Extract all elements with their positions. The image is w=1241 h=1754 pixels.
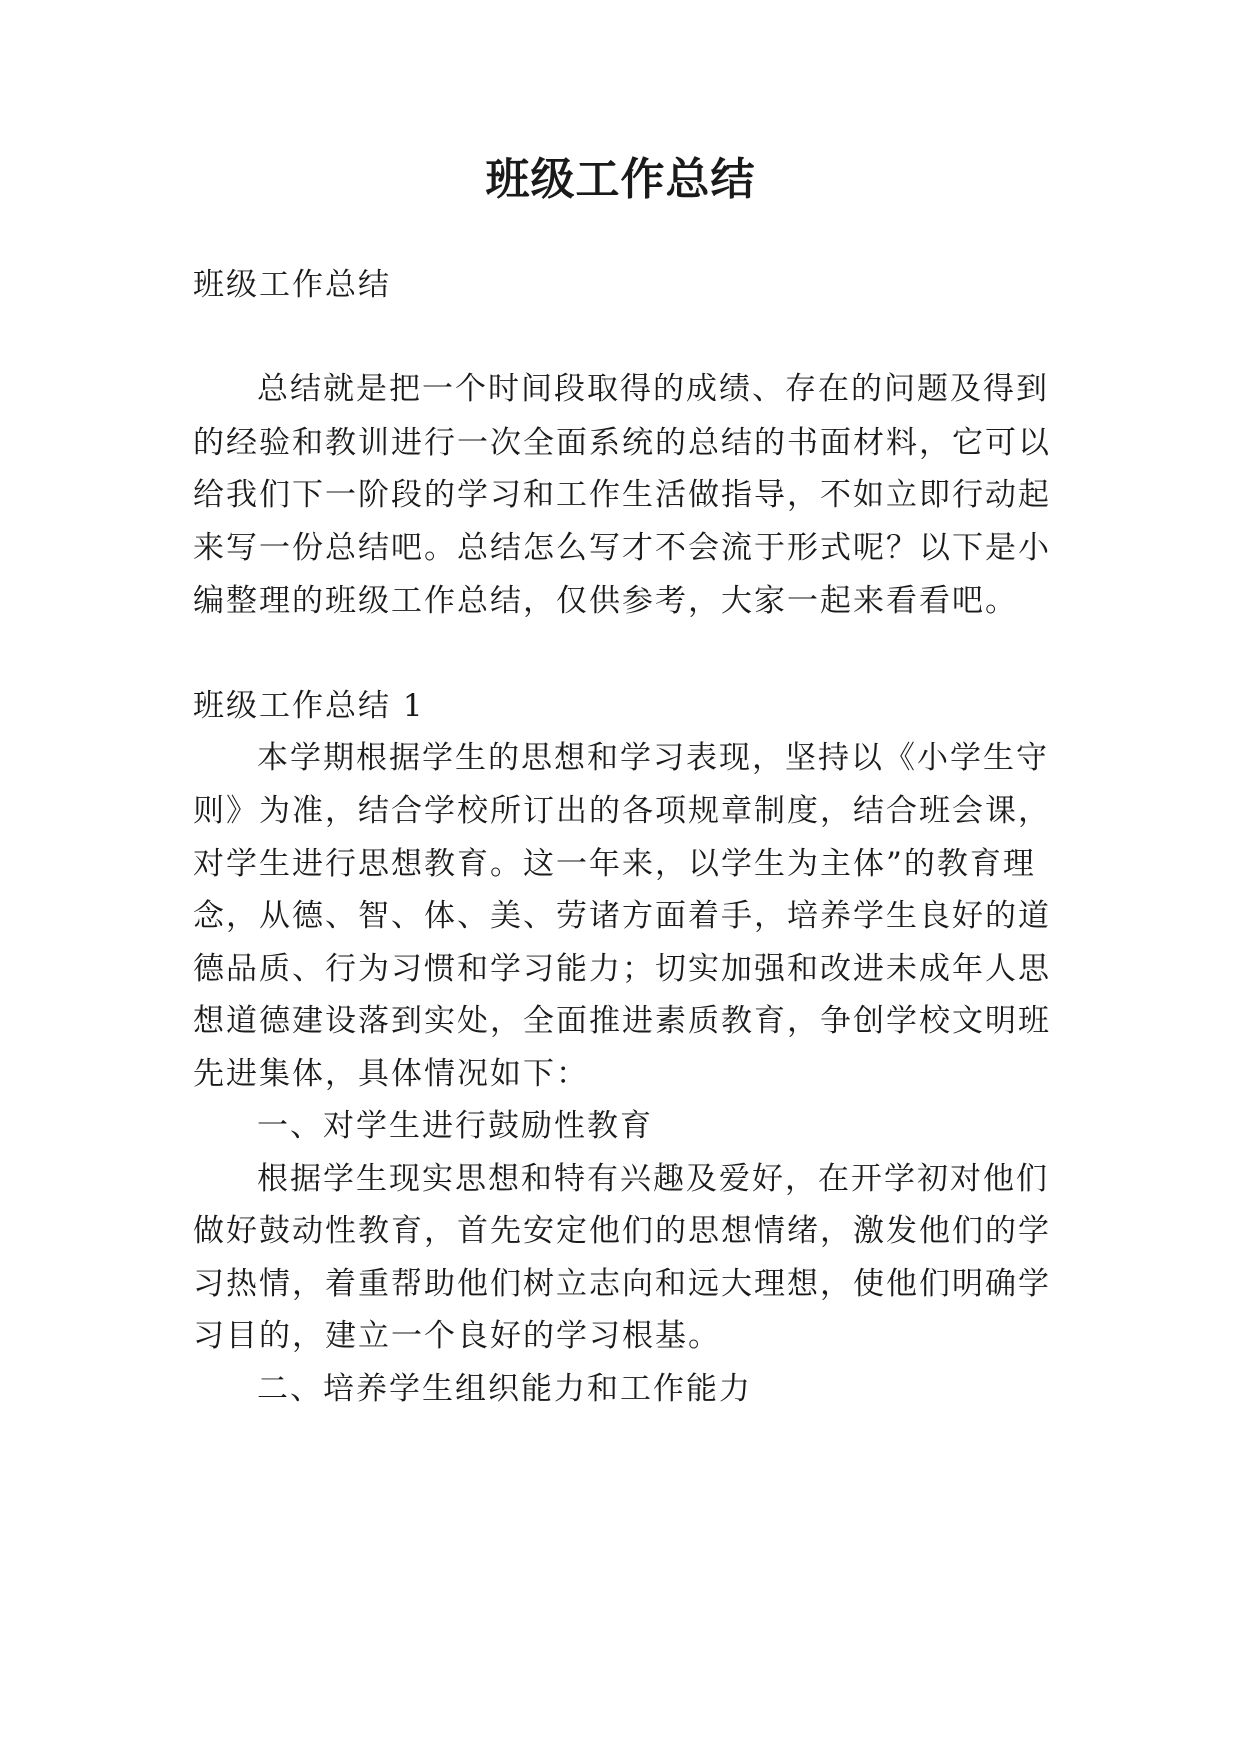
section-heading: 班级工作总结 1 [193, 688, 425, 724]
intro-line: 给我们下一阶段的学习和工作生活做指导，不如立即行动起 [193, 477, 1051, 513]
intro-line: 编整理的班级工作总结，仅供参考，大家一起来看看吧。 [193, 583, 1018, 619]
section1-line: 德品质、行为习惯和学习能力；切实加强和改进未成年人思 [193, 951, 1051, 987]
point2-heading: 二、培养学生组织能力和工作能力 [257, 1371, 752, 1407]
point1-heading: 一、对学生进行鼓励性教育 [257, 1108, 653, 1144]
section1-line: 对学生进行思想教育。这一年来，以学生为主体”的教育理 [193, 846, 1036, 882]
point1-line: 做好鼓动性教育，首先安定他们的思想情绪，激发他们的学 [193, 1213, 1051, 1249]
intro-line: 来写一份总结吧。总结怎么写才不会流于形式呢？以下是小 [193, 530, 1051, 566]
section1-line: 本学期根据学生的思想和学习表现，坚持以《小学生守 [257, 740, 1049, 776]
point1-line: 习热情，着重帮助他们树立志向和远大理想，使他们明确学 [193, 1266, 1051, 1302]
section1-line: 先进集体，具体情况如下： [193, 1056, 589, 1092]
section1-line: 想道德建设落到实处，全面推进素质教育，争创学校文明班 [193, 1003, 1051, 1039]
intro-line: 总结就是把一个时间段取得的成绩、存在的问题及得到 [257, 371, 1049, 407]
point1-line: 习目的，建立一个良好的学习根基。 [193, 1318, 721, 1354]
point1-line: 根据学生现实思想和特有兴趣及爱好，在开学初对他们 [257, 1161, 1049, 1197]
document-subtitle: 班级工作总结 [193, 267, 391, 303]
section1-line: 念，从德、智、体、美、劳诸方面着手，培养学生良好的道 [193, 898, 1051, 934]
document-title: 班级工作总结 [485, 154, 756, 205]
section1-line: 则》为准，结合学校所订出的各项规章制度，结合班会课， [193, 793, 1051, 829]
intro-line: 的经验和教训进行一次全面系统的总结的书面材料，它可以 [193, 425, 1051, 461]
